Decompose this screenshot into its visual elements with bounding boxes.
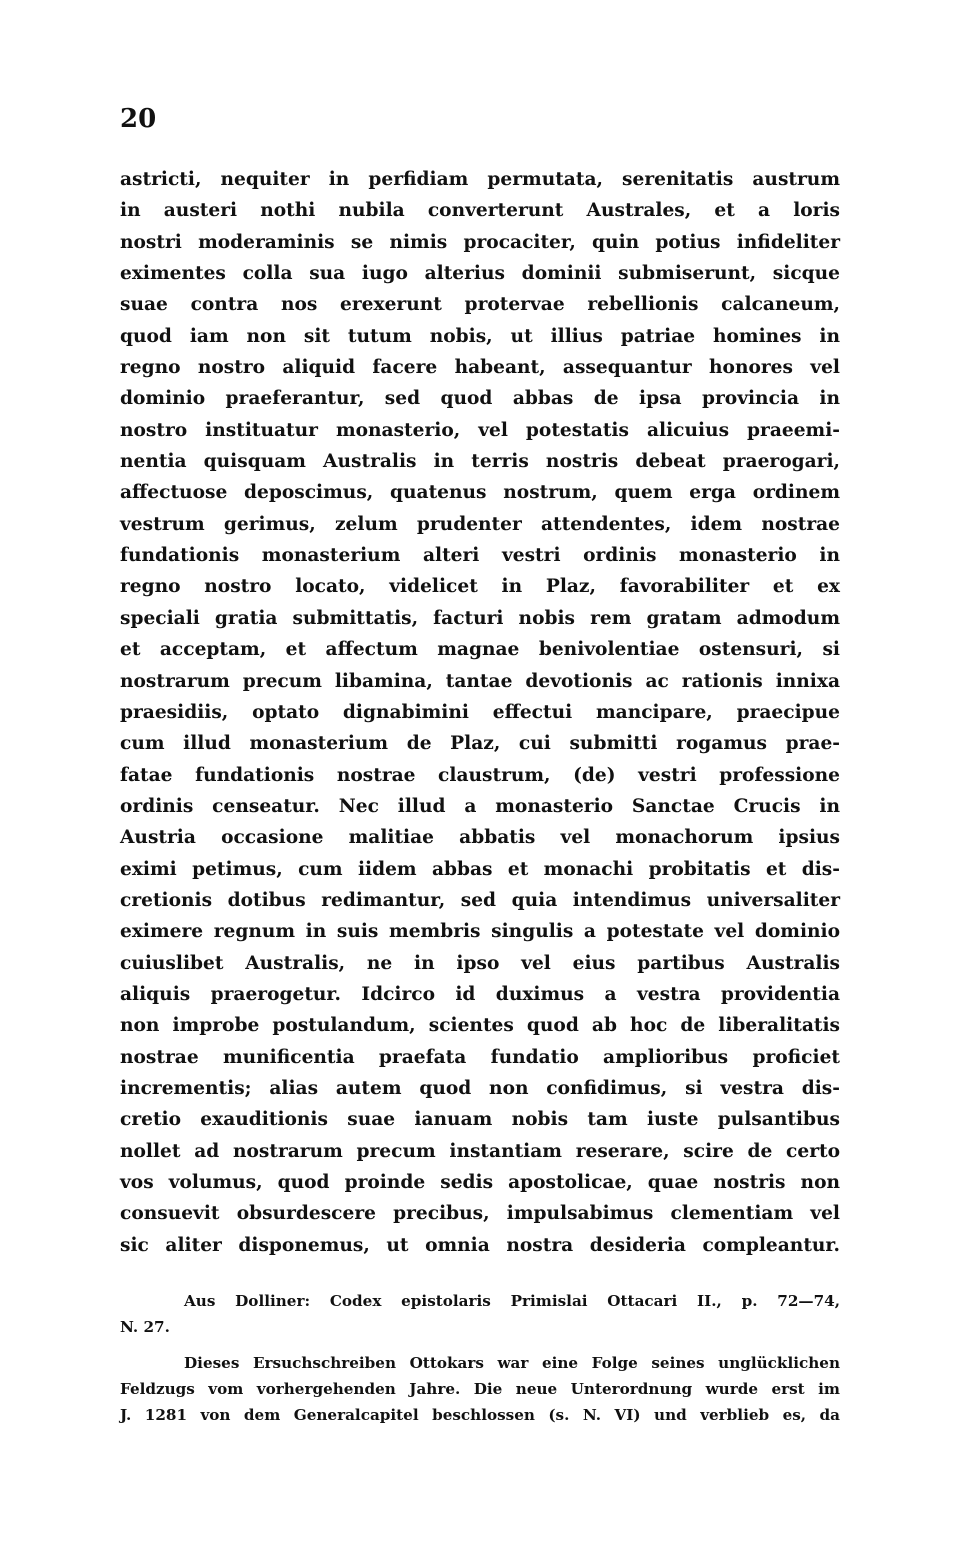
text-line: dominio praeferantur, sed quod abbas de ipsa provincia in xyxy=(120,388,840,410)
page-number: 20 xyxy=(120,104,157,134)
main-text-block xyxy=(120,164,840,1261)
text-line: incrementis; alias autem quod non confidimus, si vestra dis- xyxy=(120,1077,840,1099)
text-line: ordinis censeatur. Nec illud a monasterio Sanctae Crucis in xyxy=(120,795,840,817)
text-line: aliquis praerogetur. Idcirco id duximus a vestra providentia xyxy=(120,983,840,1005)
text-line: fatae fundationis nostrae claustrum, (de) vestri professione xyxy=(120,764,840,786)
text-line: et acceptam, et affectum magnae benivolentiae ostensuri, si xyxy=(120,639,840,661)
text-line: regno nostro locato, videlicet in Plaz, favorabiliter et ex xyxy=(120,576,840,598)
text-line: vestrum gerimus, zelum prudenter attendentes, idem nostrae xyxy=(120,513,840,535)
text-line: non improbe postulandum, scientes quod ab hoc de liberalitatis xyxy=(120,1015,840,1037)
text-line: nostro instituatur monasterio, vel potestatis alicuius praeemi- xyxy=(120,419,840,441)
text-line: eximere regnum in suis membris singulis a potestate vel dominio xyxy=(120,921,840,943)
text-line: consuevit obsurdescere precibus, impulsabimus clementiam vel xyxy=(120,1203,840,1225)
footnote-note-line: J. 1281 von dem Generalcapitel beschlossen (s. N. VI) und verblieb es, da xyxy=(120,1406,840,1424)
text-line: quod iam non sit tutum nobis, ut illius patriae homines in xyxy=(120,325,840,347)
text-line: Austria occasione malitiae abbatis vel monachorum ipsius xyxy=(120,827,840,849)
footnote-note-line: Dieses Ersuchschreiben Ottokars war eine Folge seines unglücklichen xyxy=(184,1354,840,1372)
text-line: vos volumus, quod proinde sedis apostolicae, quae nostris non xyxy=(120,1172,840,1193)
text-line: cretio exauditionis suae ianuam nobis tam iuste pulsantibus xyxy=(120,1109,840,1131)
text-line: praesidiis, optato dignabimini effectui mancipare, praecipue xyxy=(120,701,840,723)
text-line: nostrae munificentia praefata fundatio amplioribus proficiet xyxy=(120,1046,840,1068)
text-line: speciali gratia submittatis, facturi nobis rem gratam admodum xyxy=(120,607,840,629)
text-line: nostri moderaminis se nimis procaciter, quin potius infideliter xyxy=(120,231,840,253)
text-line: sic aliter disponemus, ut omnia nostra desideria compleantur. xyxy=(120,1234,840,1256)
text-line: nentia quisquam Australis in terris nostris debeat praerogari, xyxy=(120,451,840,473)
text-line: nollet ad nostrarum precum instantiam reserare, scire de certo xyxy=(120,1140,840,1162)
text-line: eximi petimus, cum iidem abbas et monachi probitatis et dis- xyxy=(120,858,840,880)
footnote-source-number: N. 27. xyxy=(120,1318,170,1336)
footnote-gap xyxy=(120,1340,840,1350)
text-line: eximentes colla sua iugo alterius dominii submiserunt, sicque xyxy=(120,263,840,285)
text-line: affectuose deposcimus, quatenus nostrum, quem erga ordinem xyxy=(120,482,840,504)
footnote-note-line: Feldzugs vom vorhergehenden Jahre. Die neue Unterordnung wurde erst im xyxy=(120,1380,840,1398)
text-line: suae contra nos erexerunt protervae rebellionis calcaneum, xyxy=(120,294,840,316)
footnote-source-line: Aus Dolliner: Codex epistolaris Primislai Ottacari II., p. 72—74, xyxy=(184,1292,840,1310)
text-line: cretionis dotibus redimantur, sed quia intendimus universaliter xyxy=(120,889,840,911)
text-line: regno nostro aliquid facere habeant, assequantur honores vel xyxy=(120,357,840,379)
text-line: cuiuslibet Australis, ne in ipso vel eius partibus Australis xyxy=(120,952,840,974)
text-line: fundationis monasterium alteri vestri ordinis monasterio in xyxy=(120,545,840,567)
text-line: in austeri nothi nubila converterunt Australes, et a loris xyxy=(120,200,840,222)
text-line: astricti, nequiter in perfidiam permutata, serenitatis austrum xyxy=(120,169,840,190)
text-line: cum illud monasterium de Plaz, cui submitti rogamus prae- xyxy=(120,733,840,755)
text-line: nostrarum precum libamina, tantae devotionis ac rationis innixa xyxy=(120,670,840,692)
footnote-block xyxy=(120,1288,840,1428)
